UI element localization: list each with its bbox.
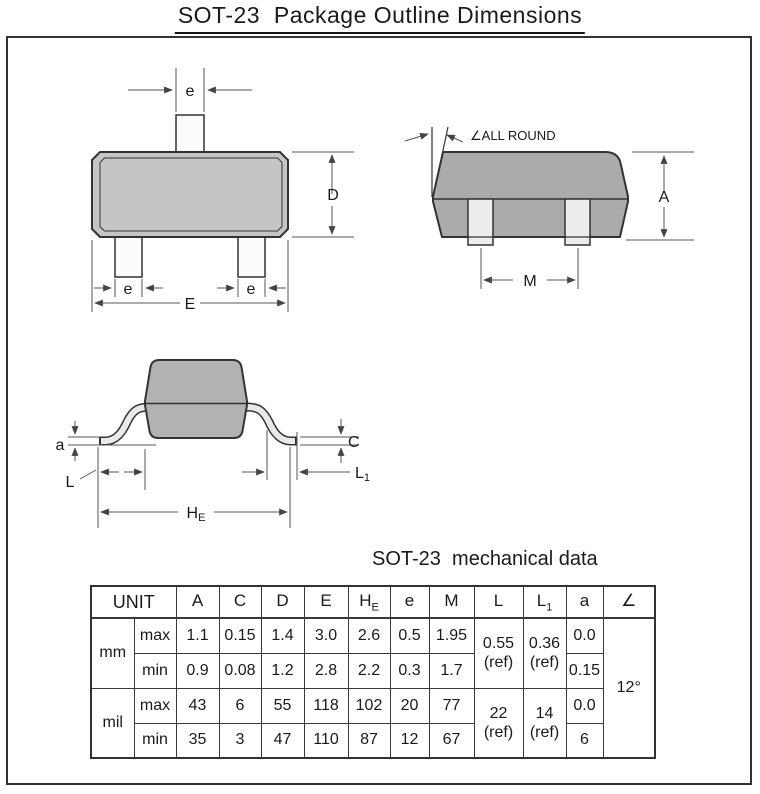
table-row-mil-min (91, 723, 655, 758)
cell: 1.2 (261, 653, 304, 688)
top-view-diagram (92, 68, 354, 313)
dim-label-L1: L1 (355, 465, 371, 484)
dim-label-D: D (327, 187, 339, 204)
cell: 1.4 (261, 618, 304, 653)
cell: 1.7 (429, 653, 474, 688)
col-header-E: E (304, 586, 348, 618)
side-view-pin-left (468, 199, 493, 245)
cell: 118 (304, 688, 348, 723)
cell: 6 (566, 723, 603, 758)
table-row-mil-max (91, 688, 655, 723)
cell: 47 (261, 723, 304, 758)
cell: 1.95 (429, 618, 474, 653)
col-header-e: e (390, 586, 429, 618)
top-pin (176, 115, 204, 155)
dim-label-e-right: e (246, 281, 256, 298)
limit-cell: min (134, 653, 176, 688)
cell: 0.08 (219, 653, 261, 688)
cell: 67 (429, 723, 474, 758)
dim-label-HE: HE (186, 505, 206, 524)
table-row-mm-max (91, 618, 655, 653)
cell: 35 (176, 723, 219, 758)
cell: 20 (390, 688, 429, 723)
cell: 2.8 (304, 653, 348, 688)
dim-label-M: M (523, 273, 537, 290)
side-view-diagram (405, 127, 694, 290)
dim-label-e-top: e (185, 83, 195, 100)
cell-mil-L-ref: 22 (ref) (474, 688, 523, 758)
all-round-note: ∠ALL ROUND (470, 128, 556, 143)
cell-mm-L1-ref: 0.36 (ref) (523, 618, 566, 688)
col-header-L: L (474, 586, 523, 618)
cell-mm-L-ref: 0.55 (ref) (474, 618, 523, 688)
table-title: SOT-23 mechanical data (372, 548, 598, 570)
header-row (91, 586, 655, 618)
package-body-top-view (92, 152, 288, 237)
cell: 0.15 (219, 618, 261, 653)
cell: 55 (261, 688, 304, 723)
cell: 6 (219, 688, 261, 723)
cell: 2.2 (348, 653, 390, 688)
cell: 102 (348, 688, 390, 723)
cell: 0.9 (176, 653, 219, 688)
dim-label-L: L (65, 474, 75, 491)
package-body-front-view (145, 360, 247, 438)
package-body-side-view (433, 152, 628, 237)
dim-label-a: a (55, 437, 65, 454)
cell: 2.6 (348, 618, 390, 653)
cell: 0.0 (566, 688, 603, 723)
mechanical-data-table (90, 585, 656, 759)
dim-label-E: E (184, 296, 196, 313)
col-header-HE: $H_E$ (348, 586, 390, 618)
table-row-mm-min (91, 653, 655, 688)
bottom-left-pin (115, 234, 142, 277)
col-header-A: A (176, 586, 219, 618)
cell: 87 (348, 723, 390, 758)
col-header-L1: $L_1$ (523, 586, 566, 618)
cell: 77 (429, 688, 474, 723)
side-view-pin-right (565, 199, 590, 245)
limit-cell: max (134, 618, 176, 653)
page-title: SOT-23 Package Outline Dimensions (175, 2, 585, 34)
cell: 0.0 (566, 618, 603, 653)
col-header-M: M (429, 586, 474, 618)
dim-label-e-left: e (123, 281, 133, 298)
col-header-angle: ∠ (603, 586, 655, 618)
cell: 1.1 (176, 618, 219, 653)
cell: 43 (176, 688, 219, 723)
col-header-a: a (566, 586, 603, 618)
cell-angle: 12° (603, 618, 655, 758)
col-header-unit: UNIT (91, 586, 176, 618)
col-header-D: D (261, 586, 304, 618)
dim-label-C: C (348, 434, 360, 451)
front-view-diagram (56, 360, 370, 528)
cell: 0.3 (390, 653, 429, 688)
cell: 3 (219, 723, 261, 758)
unit-mm-cell: mm (91, 618, 134, 688)
col-header-C: C (219, 586, 261, 618)
cell: 3.0 (304, 618, 348, 653)
cell: 110 (304, 723, 348, 758)
cell: 0.5 (390, 618, 429, 653)
limit-cell: max (134, 688, 176, 723)
bottom-right-pin (238, 234, 265, 277)
front-view-labels (56, 434, 370, 524)
cell: 12 (390, 723, 429, 758)
unit-mil-cell: mil (91, 688, 134, 758)
limit-cell: min (134, 723, 176, 758)
cell-mil-L1-ref: 14 (ref) (523, 688, 566, 758)
dim-label-A: A (658, 189, 670, 206)
cell: 0.15 (566, 653, 603, 688)
